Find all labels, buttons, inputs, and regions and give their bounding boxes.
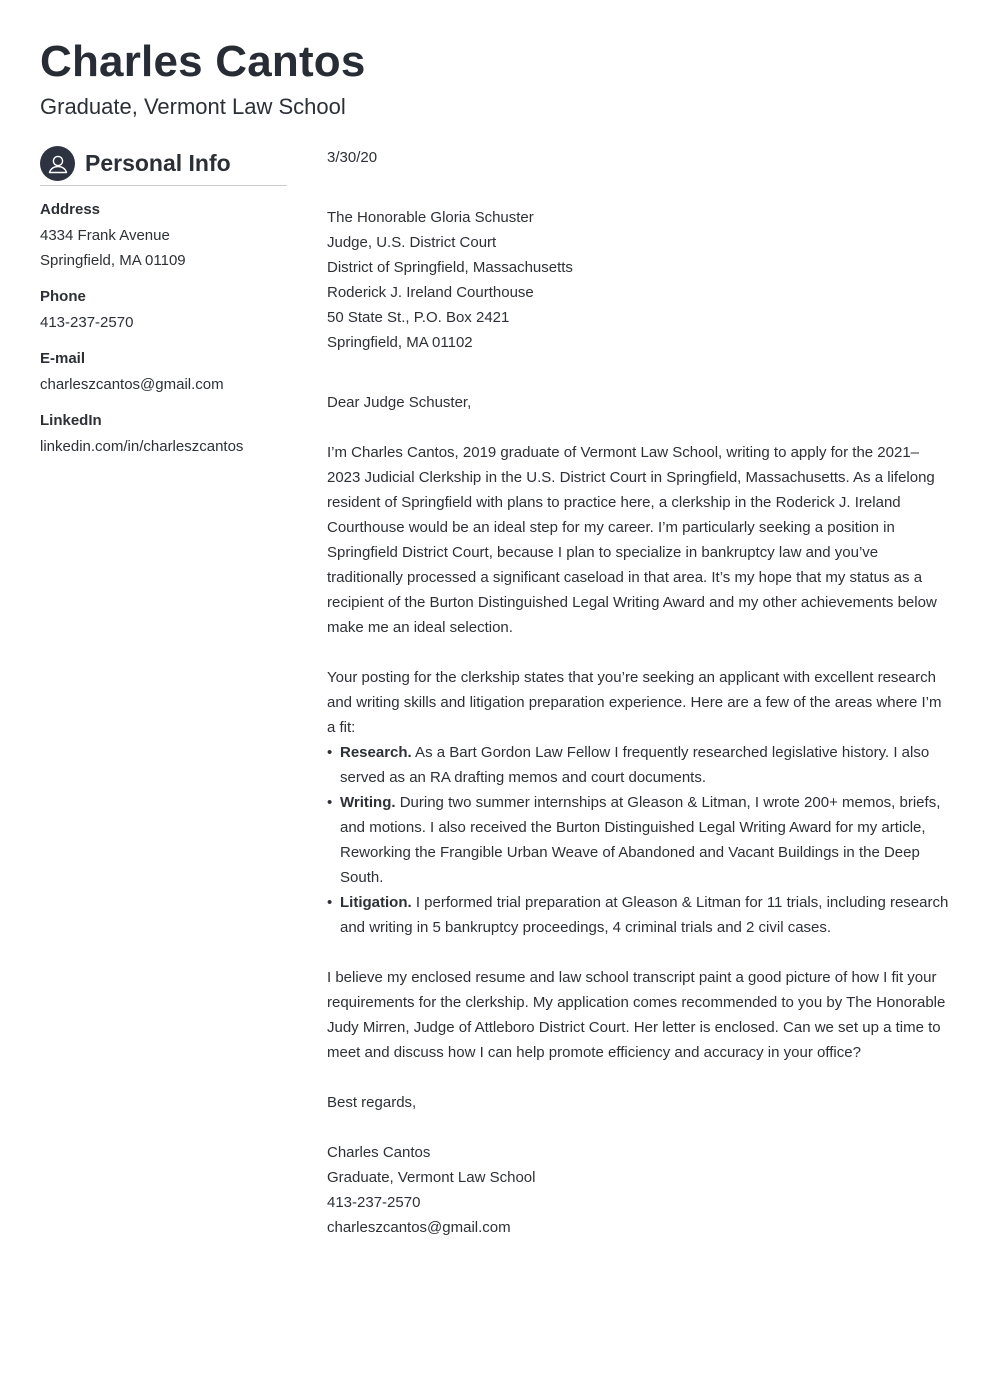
salutation: Dear Judge Schuster,: [327, 394, 472, 411]
linkedin-value: linkedin.com/in/charleszcantos: [40, 438, 244, 455]
address-line-2: Springfield, MA 01109: [40, 252, 186, 269]
applicant-title: Graduate, Vermont Law School: [40, 94, 346, 119]
bullet-label: Research.: [340, 744, 412, 761]
linkedin-label: LinkedIn: [40, 412, 102, 429]
recipient-block: [327, 205, 952, 355]
recipient-line: 50 State St., P.O. Box 2421: [327, 309, 510, 326]
signature-line: Graduate, Vermont Law School: [327, 1169, 536, 1186]
avatar: [40, 146, 75, 181]
recipient-line: Judge, U.S. District Court: [327, 234, 497, 251]
letter-date: 3/30/20: [327, 149, 378, 166]
recipient-line: Springfield, MA 01102: [327, 334, 473, 351]
paragraph-intro: I’m Charles Cantos, 2019 graduate of Vermont Law School, writing to apply for the 2021–2023 Judicial Clerkship in the U.S. District Court in Springfield, Massachusetts. As a lifelong resident of Springfield with plans to practice here, a clerkship in the Roderick J. Ireland Courthouse would be an ideal step for my career. I’m particularly seeking a position in Springfield District Court, because I plan to specialize in bankruptcy law and you’ve traditionally processed a significant caseload in that area. It’s my hope that my status as a recipient of the Burton Distinguished Legal Writing Award and my other achievements below make me an ideal selection.: [327, 444, 937, 636]
bullet-label: Litigation.: [340, 894, 412, 911]
signature-block: [327, 1140, 952, 1240]
applicant-name: Charles Cantos: [40, 37, 366, 86]
recipient-line: District of Springfield, Massachusetts: [327, 259, 573, 276]
email-label: E-mail: [40, 350, 86, 367]
recipient-line: The Honorable Gloria Schuster: [327, 209, 534, 226]
list-item: [327, 740, 952, 790]
bullet-text: I performed trial preparation at Gleason & Litman for 11 trials, including research and writing in 5 bankruptcy proceedings, 4 criminal trials and 2 civil cases.: [340, 894, 949, 936]
phone-value: 413-237-2570: [40, 314, 134, 331]
section-title: Personal Info: [85, 150, 231, 176]
signature-line: 413-237-2570: [327, 1194, 421, 1211]
personal-info-sidebar: [40, 145, 287, 459]
list-item: [327, 790, 952, 890]
email-value: charleszcantos@gmail.com: [40, 376, 224, 393]
personal-info-header: [40, 145, 287, 186]
recipient-line: Roderick J. Ireland Courthouse: [327, 284, 534, 301]
bullet-label: Writing.: [340, 794, 396, 811]
paragraph-closing: I believe my enclosed resume and law school transcript paint a good picture of how I fit your requirements for the clerkship. My application comes recommended to you by The Honorable Judy Mirren, Judge of Attleboro District Court. Her letter is enclosed. Can we set up a time to meet and discuss how I can help promote efficiency and accuracy in your office?: [327, 969, 946, 1061]
paragraph-fit: Your posting for the clerkship states that you’re seeking an applicant with excellent research and writing skills and litigation preparation experience. Here are a few of the areas where I’m a fit:: [327, 669, 942, 736]
person-icon: [47, 153, 69, 175]
bullet-text: During two summer internships at Gleason & Litman, I wrote 200+ memos, briefs, and motions. I also received the Burton Distinguished Legal Writing Award for my article, Reworking the Frangible Urban Weave of Abandoned and Vacant Buildings in the Deep South.: [340, 794, 941, 886]
list-item: [327, 890, 952, 940]
address-line-1: 4334 Frank Avenue: [40, 227, 170, 244]
closing: Best regards,: [327, 1094, 417, 1111]
signature-line: Charles Cantos: [327, 1144, 431, 1161]
address-label: Address: [40, 201, 101, 218]
phone-label: Phone: [40, 288, 86, 305]
cover-letter-body: [327, 145, 952, 1240]
signature-line: charleszcantos@gmail.com: [327, 1219, 511, 1236]
qualification-list: [327, 740, 952, 940]
bullet-text: As a Bart Gordon Law Fellow I frequently researched legislative history. I also served as an RA drafting memos and court documents.: [340, 744, 930, 786]
